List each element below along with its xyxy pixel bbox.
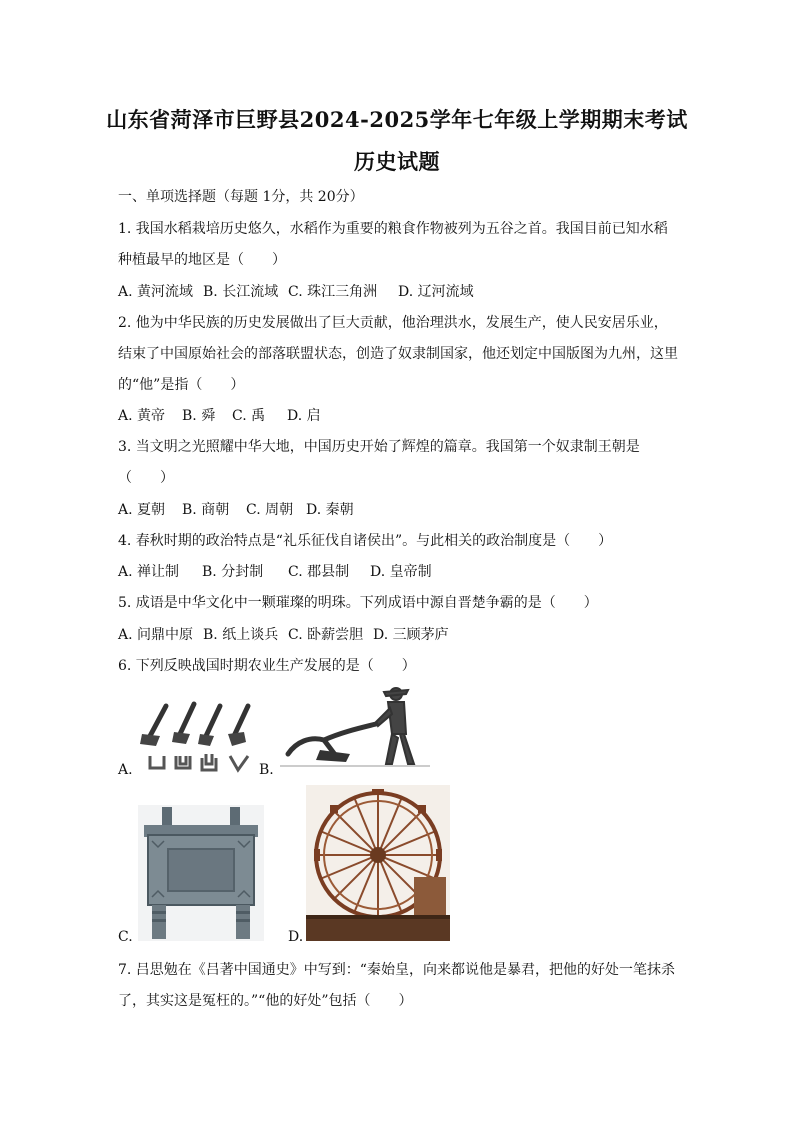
question-2-text: 的“他”是指（ ） [118, 377, 245, 393]
question-4-option-a: A. 禅让制 [118, 564, 180, 580]
plough-farmer-image [280, 684, 430, 774]
question-7-text: 7. 吕思勉在《吕著中国通史》中写到：“秦始皇，向来都说他是暴君，把他的好处一笔抹杀 [118, 962, 675, 978]
question-3-option-c: C. 周朝 [246, 502, 294, 518]
iron-farm-tools-image [136, 700, 258, 776]
question-3-text: 3. 当文明之光照耀中华大地，中国历史开始了辉煌的篇章。我国第一个奴隶制王朝是 [118, 439, 640, 455]
question-1-text: 1. 我国水稻栽培历史悠久，水稻作为重要的粮食作物被列为五谷之首。我国目前已知水稻 [118, 221, 668, 237]
question-2-option-c: C. 禹 [232, 408, 266, 424]
section-heading: 一、单项选择题（每题 1分，共 20分） [118, 189, 364, 205]
question-3-text: （ ） [118, 470, 174, 486]
question-5-option-a: A. 问鼎中原 [118, 627, 194, 643]
question-3-option-d: D. 秦朝 [306, 502, 354, 518]
question-6-text: 6. 下列反映战国时期农业生产发展的是（ ） [118, 658, 416, 674]
question-4-option-c: C. 郡县制 [288, 564, 350, 580]
question-5-option-b: B. 纸上谈兵 [203, 627, 279, 643]
question-5-text: 5. 成语是中华文化中一颗璀璨的明珠。下列成语中源自晋楚争霸的是（ ） [118, 595, 598, 611]
question-4-text: 4. 春秋时期的政治特点是“礼乐征伐自诸侯出”。与此相关的政治制度是（ ） [118, 533, 613, 549]
exam-subtitle: 历史试题 [354, 149, 440, 174]
question-3-option-b: B. 商朝 [182, 502, 230, 518]
question-7-text: 了，其实这是冤枉的。”“他的好处”包括（ ） [118, 993, 413, 1009]
question-1-text: 种植最早的地区是（ ） [118, 252, 286, 268]
question-6-label-a: A. [118, 762, 133, 778]
question-2-option-d: D. 启 [287, 408, 321, 424]
question-4-option-b: B. 分封制 [202, 564, 264, 580]
question-2-option-b: B. 舜 [182, 408, 216, 424]
question-1-option-c: C. 珠江三角洲 [288, 284, 378, 300]
question-3-option-a: A. 夏朝 [118, 502, 166, 518]
waterwheel-image [306, 785, 450, 941]
question-1-option-a: A. 黄河流域 [118, 284, 194, 300]
question-1-option-b: B. 长江流域 [203, 284, 279, 300]
question-1-option-d: D. 辽河流域 [398, 284, 474, 300]
question-6-label-b: B. [259, 762, 274, 778]
question-2-text: 结束了中国原始社会的部落联盟状态，创造了奴隶制国家，他还划定中国版图为九州，这里 [118, 346, 678, 362]
question-5-option-d: D. 三顾茅庐 [373, 627, 449, 643]
bronze-ding-image [138, 805, 264, 941]
exam-title: 山东省菏泽市巨野县2024-2025学年七年级上学期期末考试 [106, 107, 688, 132]
question-2-option-a: A. 黄帝 [118, 408, 166, 424]
question-4-option-d: D. 皇帝制 [370, 564, 432, 580]
question-6-label-d: D. [288, 929, 304, 945]
question-6-label-c: C. [118, 929, 133, 945]
question-2-text: 2. 他为中华民族的历史发展做出了巨大贡献，他治理洪水，发展生产，使人民安居乐业， [118, 315, 668, 331]
question-5-option-c: C. 卧薪尝胆 [288, 627, 364, 643]
